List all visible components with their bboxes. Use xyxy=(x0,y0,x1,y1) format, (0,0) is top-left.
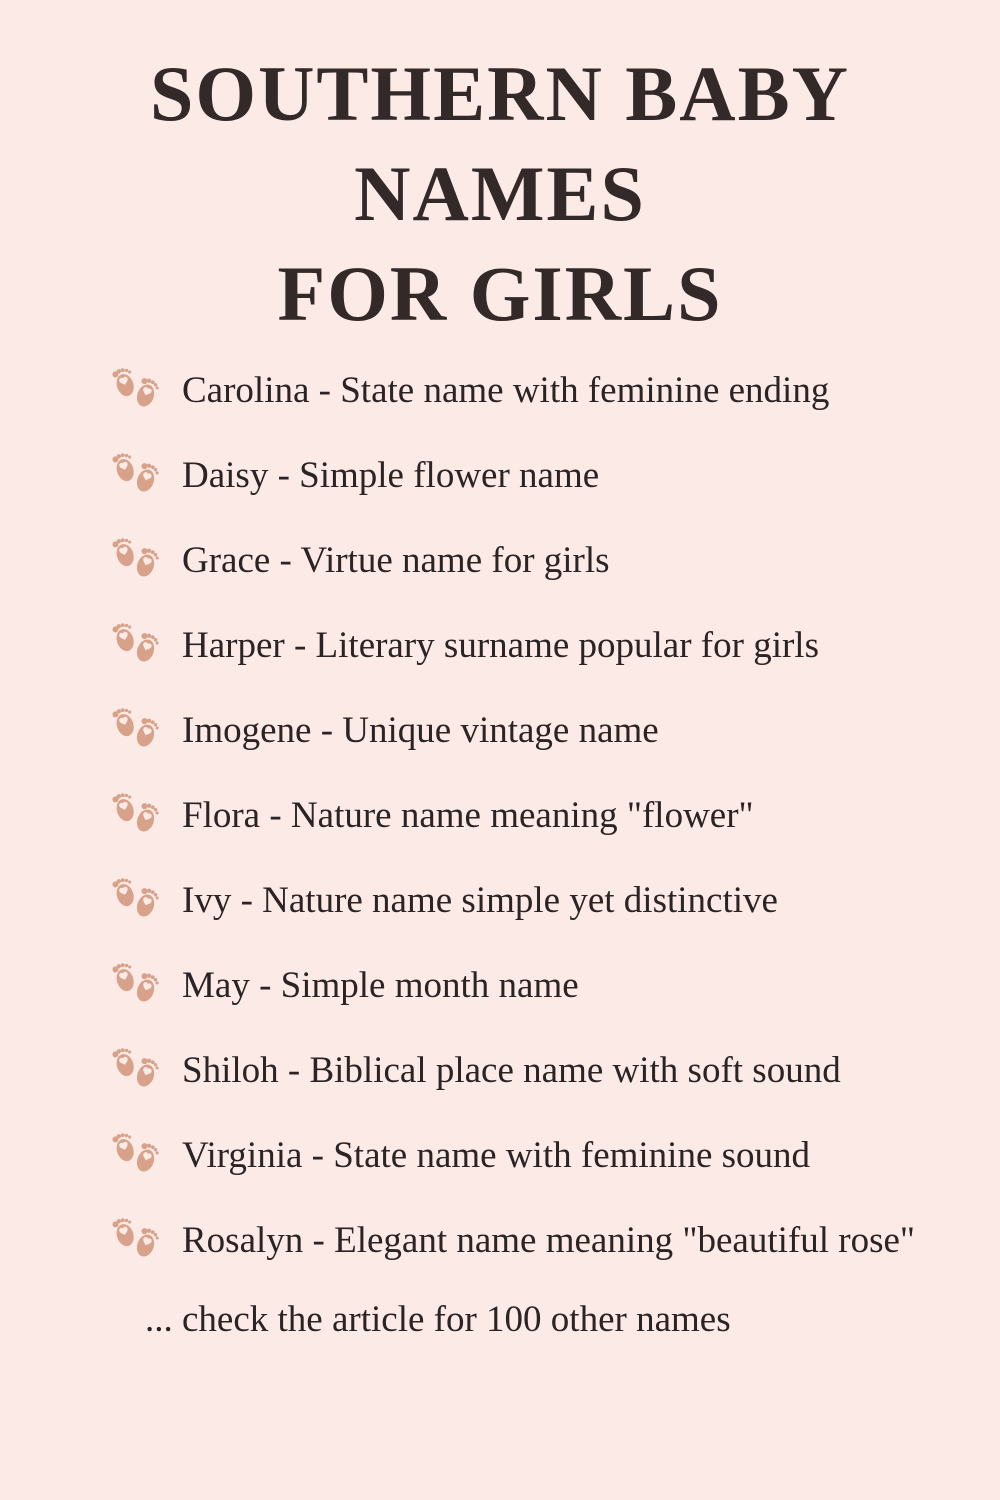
list-item xyxy=(110,963,1000,1010)
name-text: Harper - Literary surname popular for girls xyxy=(182,625,819,666)
name-text: Grace - Virtue name for girls xyxy=(182,540,610,581)
baby-footprints-icon xyxy=(110,618,162,670)
list-item xyxy=(110,1048,1000,1095)
title-line-2: NAMES xyxy=(354,150,646,237)
name-text: May - Simple month name xyxy=(182,965,579,1006)
list-item xyxy=(110,623,1000,670)
list-item xyxy=(110,1218,1000,1265)
baby-footprints-icon xyxy=(110,1213,162,1265)
list-item xyxy=(110,878,1000,925)
name-text: Flora - Nature name meaning "flower" xyxy=(182,795,754,836)
list-item xyxy=(110,708,1000,755)
list-item xyxy=(110,1133,1000,1180)
baby-footprints-icon xyxy=(110,533,162,585)
name-text: Rosalyn - Elegant name meaning "beautiful rose" xyxy=(182,1220,915,1261)
baby-footprints-icon xyxy=(110,363,162,415)
name-text: Shiloh - Biblical place name with soft sound xyxy=(182,1050,841,1091)
title-line-3: FOR GIRLS xyxy=(277,250,723,337)
baby-footprints-icon xyxy=(110,703,162,755)
list-item xyxy=(110,368,1000,415)
baby-footprints-icon xyxy=(110,1128,162,1180)
list-item xyxy=(110,538,1000,585)
baby-footprints-icon xyxy=(110,958,162,1010)
name-text: Daisy - Simple flower name xyxy=(182,455,600,496)
baby-footprints-icon xyxy=(110,873,162,925)
name-text: Imogene - Unique vintage name xyxy=(182,710,659,751)
baby-footprints-icon xyxy=(110,448,162,500)
name-text: Ivy - Nature name simple yet distinctive xyxy=(182,880,778,921)
page-title xyxy=(0,0,1000,344)
title-line-1: SOUTHERN BABY xyxy=(150,50,850,137)
name-text: Virginia - State name with feminine sound xyxy=(182,1135,811,1176)
baby-footprints-icon xyxy=(110,1043,162,1095)
name-text: Carolina - State name with feminine ending xyxy=(182,370,830,411)
list-item xyxy=(110,793,1000,840)
names-list xyxy=(110,368,1000,1265)
footer-note: ... check the article for 100 other names xyxy=(145,1299,731,1340)
baby-footprints-icon xyxy=(110,788,162,840)
list-item xyxy=(110,453,1000,500)
